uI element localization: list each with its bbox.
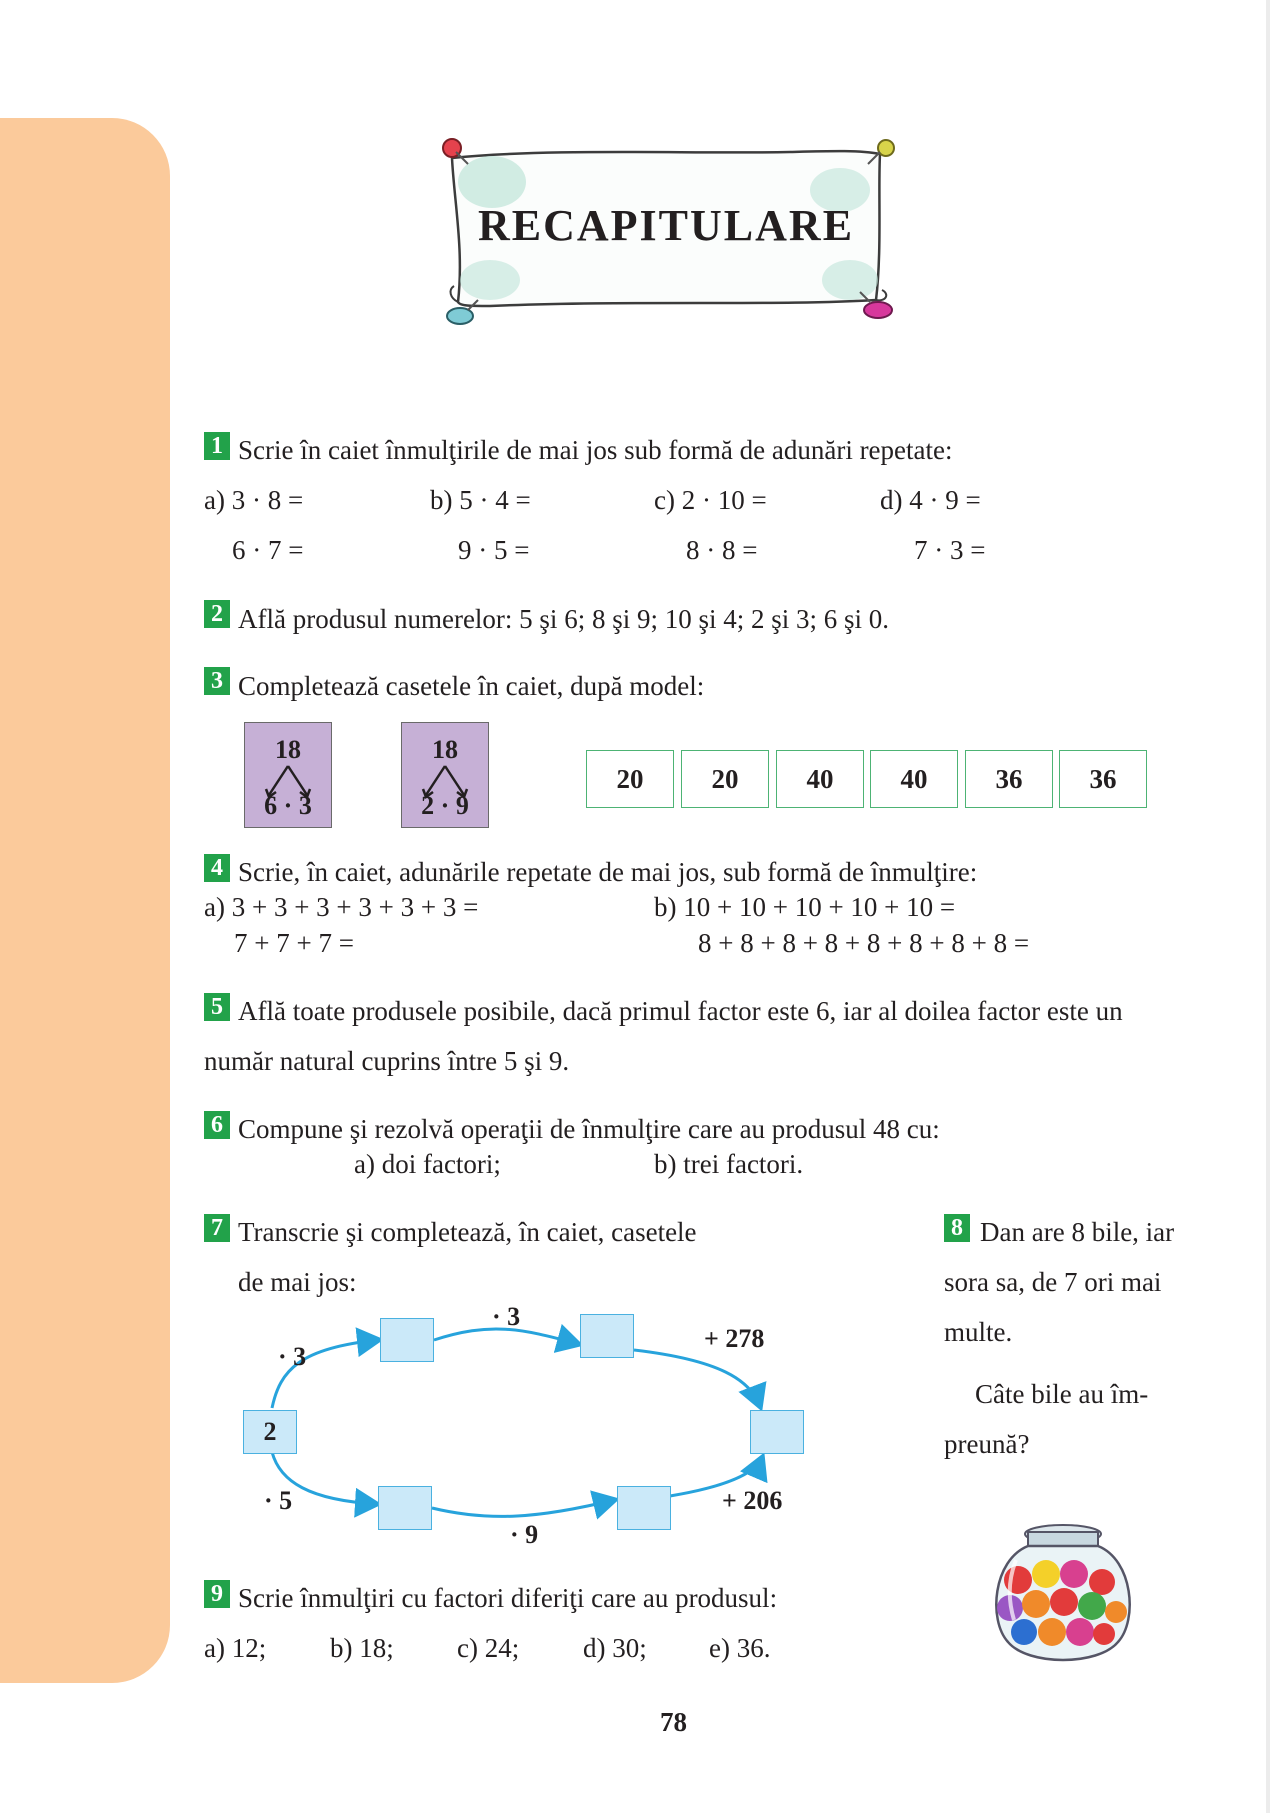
ex6-item-a: a) doi factori; — [354, 1149, 501, 1179]
exercise-6-instruction: Compune şi rezolvă operaţii de înmulţire care au produsul 48 cu: — [238, 1114, 940, 1144]
exercise-number-6: 6 — [204, 1111, 230, 1139]
op-label-top-1: · 3 — [278, 1342, 307, 1371]
ex9-item-d: d) 30; — [583, 1633, 647, 1663]
empty-box-right — [750, 1410, 804, 1454]
ex4-item-b1: b) 10 + 10 + 10 + 10 + 10 = — [654, 892, 956, 922]
ex1-item-c2: 8 · 8 = — [686, 535, 758, 565]
ex9-item-a: a) 12; — [204, 1633, 267, 1663]
model-1-factors: 6 · 3 — [264, 791, 312, 820]
empty-box-top-1 — [380, 1318, 434, 1362]
exercise-number-2: 2 — [204, 600, 230, 628]
ex1-item-b1: b) 5 · 4 = — [430, 485, 531, 515]
exercise-7-line-1: Transcrie şi completează, în caiet, casetele — [238, 1217, 697, 1247]
number-box-1: 20 — [586, 750, 674, 808]
ex1-item-d1: d) 4 · 9 = — [880, 485, 981, 515]
exercise-number-8: 8 — [944, 1214, 970, 1242]
marble-jar-icon — [988, 1520, 1138, 1670]
exercise-8-line-3: multe. — [944, 1317, 1013, 1347]
ex4-item-b2: 8 + 8 + 8 + 8 + 8 + 8 + 8 + 8 = — [698, 928, 1030, 958]
exercise-number-7: 7 — [204, 1214, 230, 1242]
number-box-6: 36 — [1059, 750, 1147, 808]
number-box-3: 40 — [776, 750, 864, 808]
exercise-number-1: 1 — [204, 432, 230, 460]
op-label-top-2: · 3 — [492, 1302, 521, 1331]
exercise-2-instruction: Află produsul numerelor: 5 şi 6; 8 şi 9; 10 şi 4; 2 şi 3; 6 şi 0. — [238, 604, 889, 634]
exercise-5-line-2: număr natural cuprins între 5 şi 9. — [204, 1046, 570, 1076]
exercise-number-4: 4 — [204, 854, 230, 882]
exercise-5-line-1: Află toate produsele posibile, dacă primul factor este 6, iar al doilea factor este un — [238, 996, 1123, 1026]
ex4-item-a2: 7 + 7 + 7 = — [234, 928, 354, 958]
op-label-top-3: + 278 — [704, 1324, 765, 1353]
model-box-2 — [401, 722, 489, 828]
start-box: 2 — [243, 1410, 297, 1454]
ex9-item-b: b) 18; — [330, 1633, 394, 1663]
empty-box-bottom-2 — [617, 1486, 671, 1530]
exercise-4-instruction: Scrie, în caiet, adunările repetate de mai jos, sub formă de înmulţire: — [238, 857, 978, 887]
model-2-product: 18 — [432, 735, 458, 764]
exercise-7-line-2: de mai jos: — [238, 1267, 357, 1297]
ex6-item-b: b) trei factori. — [654, 1149, 804, 1179]
exercise-8-line-1: Dan are 8 bile, iar — [980, 1217, 1175, 1247]
exercise-8-line-2: sora sa, de 7 ori mai — [944, 1267, 1162, 1297]
page-title: RECAPITULARE — [478, 201, 855, 250]
exercise-number-5: 5 — [204, 993, 230, 1021]
model-1-product: 18 — [275, 735, 301, 764]
op-label-bottom-1: · 5 — [264, 1486, 293, 1515]
exercise-8-question-2: preună? — [944, 1429, 1030, 1459]
arrow-top-3 — [634, 1350, 760, 1406]
ex1-item-c1: c) 2 · 10 = — [654, 485, 767, 515]
ex1-item-b2: 9 · 5 = — [458, 535, 530, 565]
ex9-item-c: c) 24; — [457, 1633, 520, 1663]
arrow-bottom-2 — [432, 1500, 614, 1516]
side-margin-band — [0, 118, 170, 1683]
number-box-4: 40 — [870, 750, 958, 808]
ex1-item-a1: a) 3 · 8 = — [204, 485, 304, 515]
model-box-1 — [244, 722, 332, 828]
op-label-bottom-3: + 206 — [722, 1486, 783, 1515]
empty-box-bottom-1 — [378, 1486, 432, 1530]
ex9-item-e: e) 36. — [709, 1633, 771, 1663]
exercise-number-9: 9 — [204, 1580, 230, 1608]
empty-box-top-2 — [580, 1314, 634, 1358]
exercise-number-3: 3 — [204, 667, 230, 695]
yellow-pin-icon — [878, 140, 894, 156]
page-edge — [1266, 0, 1270, 1813]
ex1-item-d2: 7 · 3 = — [914, 535, 986, 565]
exercise-9-instruction: Scrie înmulţiri cu factori diferiţi care au produsul: — [238, 1583, 778, 1613]
model-2-factors: 2 · 9 — [421, 791, 469, 820]
number-box-2: 20 — [681, 750, 769, 808]
op-label-bottom-2: · 9 — [510, 1520, 539, 1549]
blue-pin-icon — [447, 308, 473, 324]
exercise-1-instruction: Scrie în caiet înmulţirile de mai jos sub formă de adunări repetate: — [238, 435, 953, 465]
number-box-5: 36 — [965, 750, 1053, 808]
magenta-pin-icon — [864, 302, 892, 318]
exercise-8-question-1: Câte bile au îm- — [975, 1379, 1149, 1409]
exercise-3-instruction: Completează casetele în caiet, după model: — [238, 671, 705, 701]
ex4-item-a1: a) 3 + 3 + 3 + 3 + 3 + 3 = — [204, 892, 479, 922]
ex1-item-a2: 6 · 7 = — [232, 535, 304, 565]
page-number: 78 — [660, 1707, 687, 1737]
